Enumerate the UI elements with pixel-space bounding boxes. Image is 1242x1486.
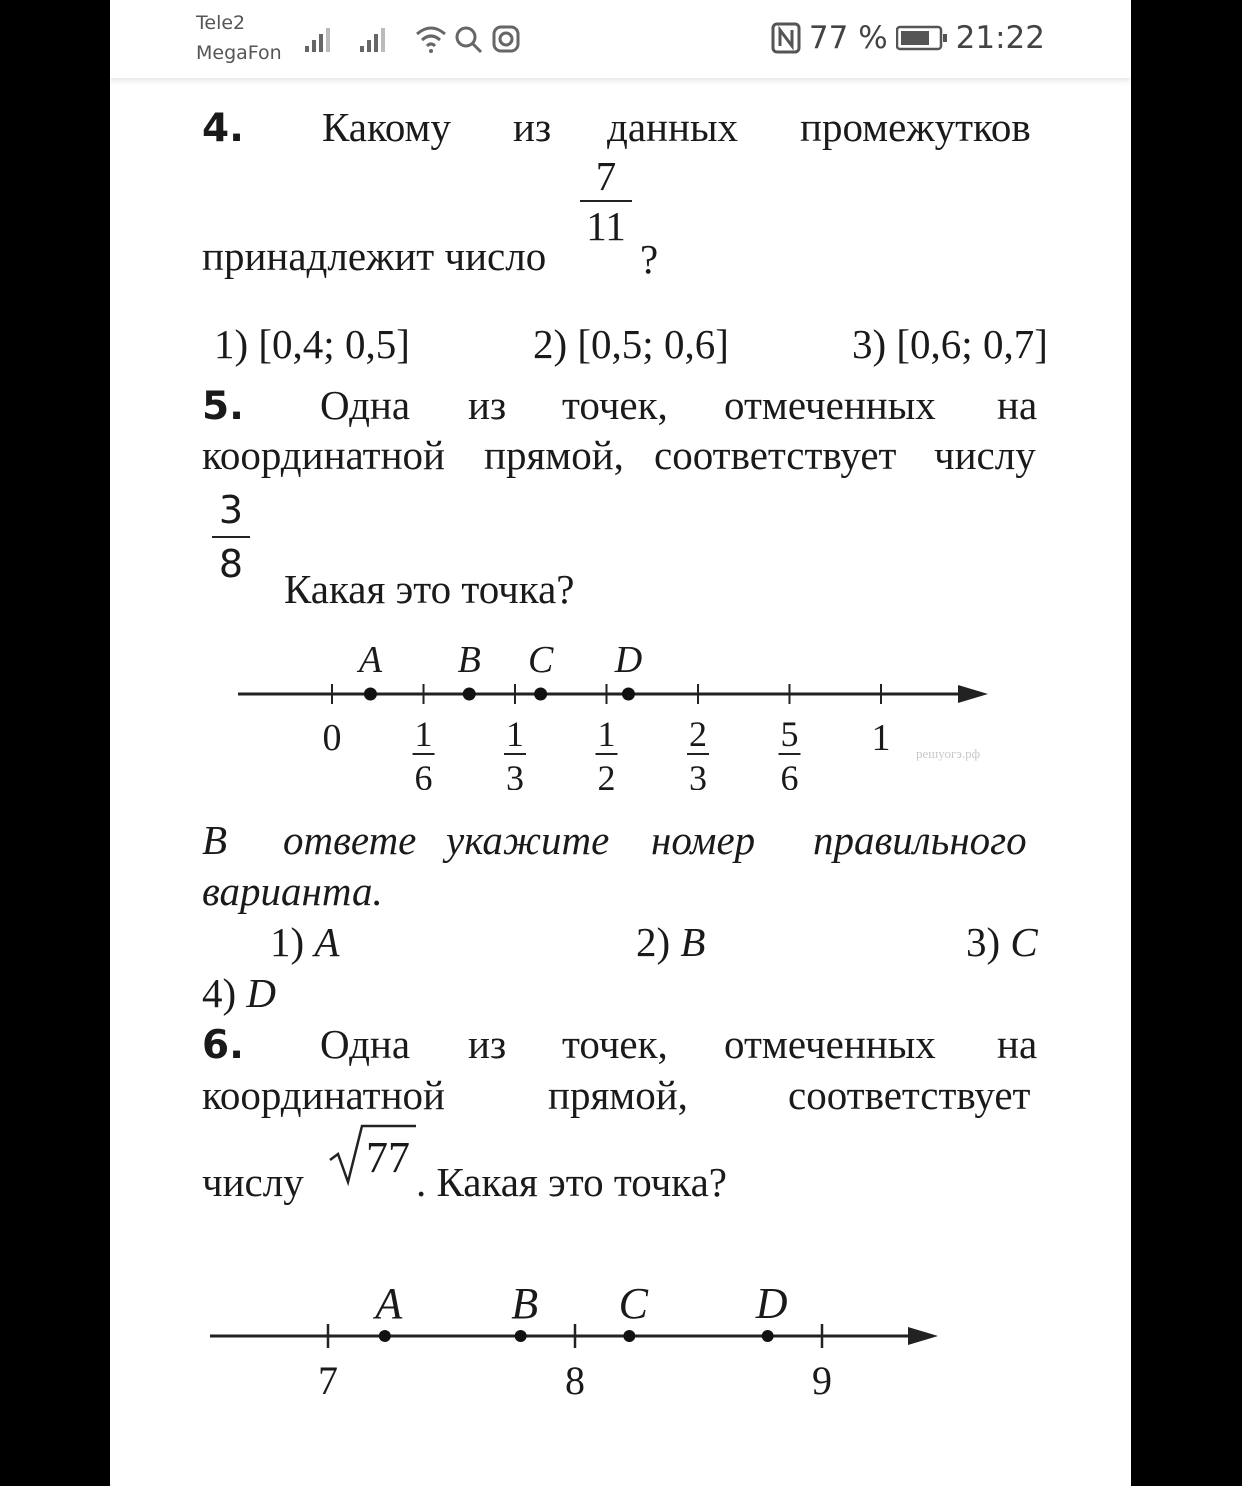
point-b	[463, 688, 476, 701]
nfc-icon	[771, 22, 801, 54]
point-label: C	[618, 1280, 649, 1328]
option-letter: B	[680, 919, 706, 965]
option-number: 1)	[270, 919, 305, 965]
search-icon	[457, 28, 481, 52]
answer-option: 2) [0,5; 0,6]	[533, 321, 729, 367]
word: отмеченных	[724, 382, 936, 428]
word: из	[468, 382, 507, 428]
wifi-icon	[417, 28, 445, 53]
point-label: D	[614, 640, 643, 681]
option-number: 2)	[636, 919, 671, 965]
clock: 21:22	[955, 20, 1045, 56]
fraction-denominator: 8	[212, 536, 250, 586]
axis-arrow	[908, 1327, 938, 1345]
number-line-task6	[110, 1280, 1131, 1410]
tick-label-denominator: 2	[597, 758, 616, 790]
word: соответствует	[654, 432, 897, 478]
point-label: C	[527, 640, 554, 681]
carrier-2: MegaFon	[196, 42, 282, 64]
point-label: A	[358, 640, 383, 681]
axis-arrow	[958, 685, 988, 703]
fraction	[212, 488, 250, 586]
word: точек,	[562, 382, 668, 428]
tick-label: 1	[871, 717, 891, 759]
point-c	[534, 688, 547, 701]
answer-option	[202, 969, 276, 1017]
answer-option	[636, 918, 705, 966]
tick-label-numerator: 2	[689, 714, 708, 754]
signal-icon	[360, 28, 385, 52]
tick-label: 8	[565, 1358, 585, 1403]
tick-label: 7	[318, 1358, 338, 1403]
word: точек,	[562, 1021, 668, 1067]
task-number: 6.	[202, 1023, 244, 1068]
fraction-numerator: 3	[218, 488, 244, 532]
point-label: A	[375, 1280, 403, 1328]
word: номер	[651, 817, 756, 863]
tick-label-numerator: 5	[780, 714, 799, 754]
word: соответствует	[788, 1072, 1031, 1118]
word: прямой,	[548, 1072, 688, 1118]
word: Одна	[320, 1021, 411, 1067]
answer-option	[966, 918, 1038, 966]
carrier-1: Tele2	[196, 12, 246, 34]
point-a	[364, 688, 377, 701]
tick-label-denominator: 3	[505, 758, 524, 790]
fraction-numerator: 7	[595, 153, 617, 199]
instagram-icon	[494, 27, 518, 51]
tick-label-denominator: 6	[780, 758, 799, 790]
word: ответе	[283, 817, 417, 863]
word: прямой,	[484, 432, 624, 478]
word: из	[468, 1021, 507, 1067]
word: координатной	[202, 1072, 445, 1118]
point-c	[623, 1330, 635, 1342]
text-line: принадлежит число	[202, 233, 547, 279]
word: на	[997, 382, 1038, 428]
fraction-denominator: 11	[580, 200, 632, 250]
question-text: . Какая это точка?	[416, 1159, 727, 1205]
tick-label-denominator: 3	[689, 758, 708, 790]
word: на	[997, 1021, 1038, 1067]
word: отмеченных	[724, 1021, 936, 1067]
word: правильного	[813, 817, 1027, 863]
status-bar	[110, 0, 1131, 78]
word: промежутков	[800, 104, 1031, 150]
point-label: D	[755, 1280, 788, 1328]
tick-label-numerator: 1	[414, 714, 433, 754]
word: числу	[934, 432, 1036, 478]
question-text: Какая это точка?	[284, 566, 575, 612]
tick-label-numerator: 1	[597, 714, 616, 754]
tick-label: 9	[812, 1358, 832, 1403]
word: укажите	[446, 817, 610, 863]
word: В	[202, 817, 228, 863]
word: Какому	[322, 104, 452, 150]
point-label: B	[457, 640, 481, 681]
radicand: 77	[366, 1133, 410, 1182]
word: числу	[202, 1159, 304, 1205]
word: из	[513, 104, 552, 150]
word: координатной	[202, 432, 445, 478]
task-number: 5.	[202, 384, 244, 429]
point-d	[762, 1330, 774, 1342]
task-number: 4.	[202, 106, 244, 151]
answer-option: 1) [0,4; 0,5]	[214, 321, 410, 367]
tick-label-numerator: 1	[505, 714, 524, 754]
tick-label: 0	[322, 717, 342, 759]
word: Одна	[320, 382, 411, 428]
word: варианта.	[202, 868, 383, 914]
status-icons	[305, 22, 635, 58]
point-a	[379, 1330, 391, 1342]
question-mark: ?	[640, 236, 659, 282]
option-number: 3)	[966, 919, 1001, 965]
status-right	[771, 20, 1045, 56]
battery-percent: 77 %	[808, 20, 888, 56]
option-number: 4)	[202, 970, 237, 1016]
signal-icon	[305, 28, 330, 52]
option-letter: C	[1010, 919, 1038, 965]
word: данных	[607, 104, 738, 150]
watermark: решуогэ.рф	[916, 746, 981, 761]
answer-option: 3) [0,6; 0,7]	[852, 321, 1048, 367]
number-line-task5	[110, 640, 1131, 790]
battery-icon	[896, 25, 948, 51]
point-label: B	[511, 1280, 539, 1328]
option-letter: D	[246, 970, 277, 1016]
fraction	[580, 152, 632, 250]
answer-option	[270, 918, 339, 966]
tick-label-denominator: 6	[414, 758, 433, 790]
option-letter: A	[314, 919, 340, 965]
point-b	[515, 1330, 527, 1342]
point-d	[622, 688, 635, 701]
document-page[interactable]	[110, 0, 1131, 1486]
